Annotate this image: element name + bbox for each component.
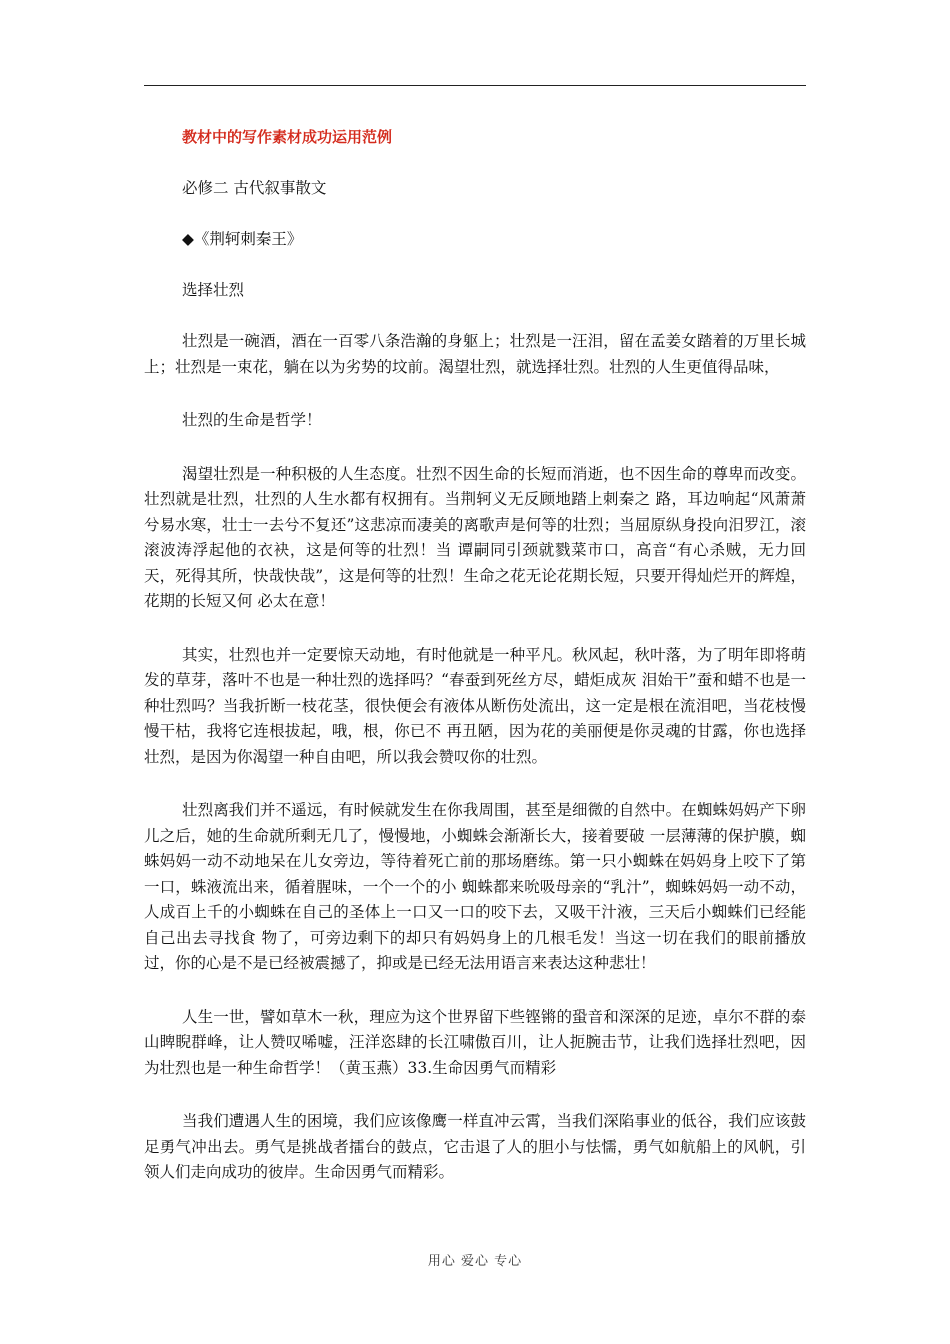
paragraph: 当我们遭遇人生的困境，我们应该像鹰一样直冲云霄，当我们深陷事业的低谷，我们应该鼓足勇气冲出去。勇气是挑战者擂台的鼓点，它击退了人的胆小与怯懦，勇气如航船上的风帆，引领人们走向成功的彼岸。生命因勇气而精彩。: [144, 1112, 806, 1181]
theme-heading: 选择壮烈: [182, 281, 245, 299]
work-heading: ◆《荆轲刺秦王》: [182, 230, 303, 248]
paragraph: 壮烈的生命是哲学！: [182, 411, 322, 429]
paragraph: 壮烈离我们并不遥远，有时候就发生在你我周围，甚至是细微的自然中。在蜘蛛妈妈产下卵儿之后，她的生命就所剩无几了，慢慢地，小蜘蛛会渐渐长大，接着要破 一层薄薄的保护膜，蜘蛛妈妈一动不动地呆在儿女旁边，等待着死亡前的那场磨练。第一只小蜘蛛在妈妈身上咬下了第一口，蛛液流出来，循着腥味，一个一个的小 蜘蛛都来吮吸母亲的“乳汁”，蜘蛛妈妈一动不动，人成百上千的小蜘蛛在自己的圣体上一口又一口的咬下去，又吸干汁液，三天后小蜘蛛们已经能自己出去寻找食 物了，可旁边剩下的却只有妈妈身上的几根毛发！当这一切在我们的眼前播放过，你的心是不是已经被震撼了，抑或是已经无法用语言来表达这种悲壮！: [144, 801, 806, 972]
document-body: [144, 118, 806, 1186]
paragraph: 渴望壮烈是一种积极的人生态度。壮烈不因生命的长短而消逝，也不因生命的尊卑而改变。壮烈就是壮烈，壮烈的人生水都有权拥有。当荆轲义无反顾地踏上刺秦之 路，耳边响起“风萧萧兮易水寒，壮士一去兮不复还”这悲凉而凄美的离歌声是何等的壮烈；当屈原纵身投向汨罗江，滚滚波涛浮起他的衣袂，这是何等的壮烈！当 谭嗣同引颈就戮菜市口，高音“有心杀贼，无力回天，死得其所，快哉快哉”，这是何等的壮烈！生命之花无论花期长短，只要开得灿烂开的辉煌，花期的长短又何 必太在意！: [144, 464, 806, 610]
section-heading: 必修二 古代叙事散文: [182, 179, 327, 197]
paragraph: 其实，壮烈也并一定要惊天动地，有时他就是一种平凡。秋风起，秋叶落，为了明年即将萌发的草芽，落叶不也是一种壮烈的选择吗？“春蚕到死丝方尽，蜡炬成灰 泪始干”蚕和蜡不也是一种壮烈吗？当我折断一枝花茎，很快便会有液体从断伤处流出，这一定是根在流泪吧，当花枝慢慢干枯，我将它连根拔起，哦，根，你已不 再丑陋，因为花的美丽便是你灵魂的甘露，你也选择壮烈，是因为你渴望一种自由吧，所以我会赞叹你的壮烈。: [144, 645, 806, 766]
page-footer: 用心 爱心 专心: [427, 1254, 523, 1269]
paragraph: 壮烈是一碗酒，酒在一百零八条浩瀚的身躯上；壮烈是一汪泪，留在孟姜女踏着的万里长城上；壮烈是一束花，躺在以为劣势的坟前。渴望壮烈，就选择壮烈。壮烈的人生更值得品味，: [144, 332, 806, 376]
header-rule: [144, 85, 806, 86]
paragraph: 人生一世，譬如草木一秋，理应为这个世界留下些铿锵的蛩音和深深的足迹，卓尔不群的泰山睥睨群峰，让人赞叹唏嘘，汪洋恣肆的长江啸傲百川，让人扼腕击节，让我们选择壮烈吧，因为壮烈也是一种生命哲学！（黄玉燕）33.生命因勇气而精彩: [144, 1007, 806, 1077]
document-title: 教材中的写作素材成功运用范例: [182, 128, 393, 146]
